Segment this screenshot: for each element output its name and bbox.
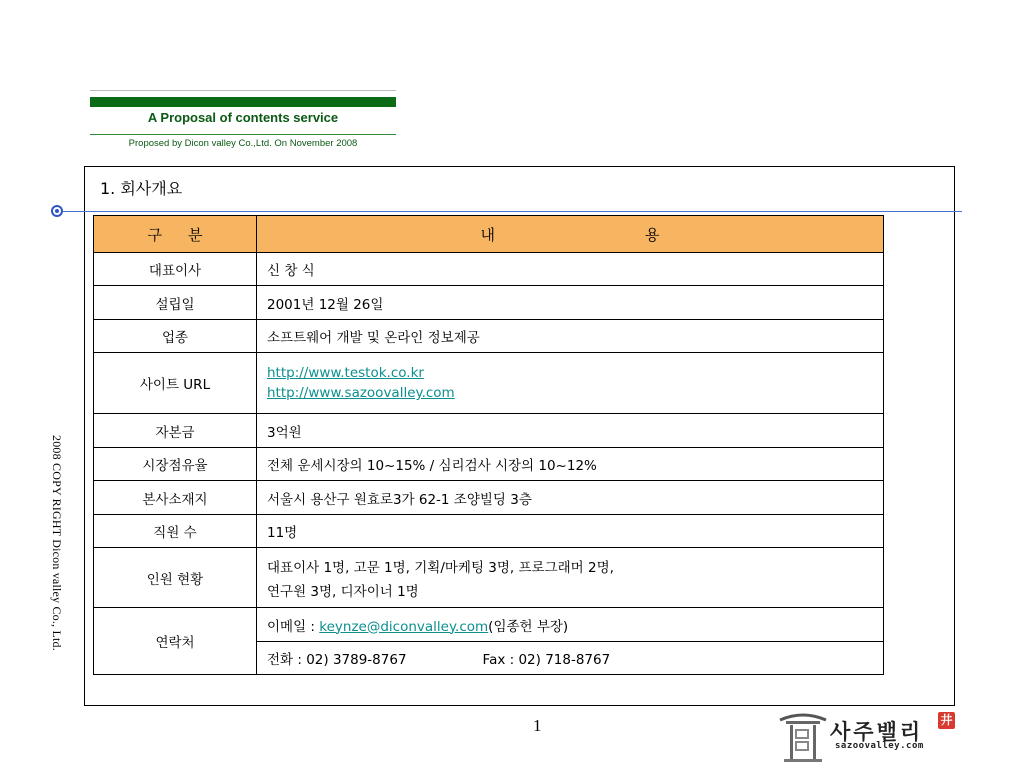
header-top-rule xyxy=(90,90,396,91)
table-row xyxy=(94,253,884,286)
accent-dot-icon xyxy=(51,205,63,217)
row-label-address: 본사소재지 xyxy=(94,481,257,515)
table-row xyxy=(94,515,884,548)
phone-number: 전화 : 02) 3789-8767 xyxy=(267,652,407,668)
pavilion-logo-icon xyxy=(778,708,828,764)
row-value-phone-fax xyxy=(257,642,884,675)
row-label-capital: 자본금 xyxy=(94,414,257,448)
table-row xyxy=(94,448,884,481)
table-row xyxy=(94,320,884,353)
staff-line-1: 대표이사 1명, 고문 1명, 기획/마케팅 3명, 프로그래머 2명, xyxy=(267,559,614,576)
header-divider xyxy=(90,134,396,135)
row-label-contact: 연락처 xyxy=(94,608,257,675)
row-value-employees: 11명 xyxy=(257,515,884,548)
copyright-side-text: 2008 COPY RIGHT Dicon valley Co., Ltd. xyxy=(50,435,64,651)
row-value-ceo: 신 창 식 xyxy=(257,253,884,286)
section-title: 1. 회사개요 xyxy=(100,179,183,198)
row-label-business: 업종 xyxy=(94,320,257,353)
table-row xyxy=(94,353,884,414)
row-value-market: 전체 운세시장의 10~15% / 심리검사 시장의 10~12% xyxy=(257,448,884,481)
row-label-employees: 직원 수 xyxy=(94,515,257,548)
row-value-email xyxy=(257,608,884,642)
email-prefix: 이메일 : xyxy=(267,618,320,635)
row-value-staff xyxy=(257,548,884,608)
site-url-link-1[interactable]: http://www.testok.co.kr xyxy=(267,365,424,381)
company-info-table xyxy=(93,215,884,675)
email-suffix: (임종헌 부장) xyxy=(488,618,569,635)
email-link[interactable]: keynze@diconvalley.com xyxy=(319,618,489,635)
table-row xyxy=(94,414,884,448)
table-row xyxy=(94,548,884,608)
staff-line-2: 연구원 3명, 디자이너 1명 xyxy=(267,583,419,600)
row-label-market: 시장점유율 xyxy=(94,448,257,481)
row-label-ceo: 대표이사 xyxy=(94,253,257,286)
header-subtitle: Proposed by Dicon valley Co.,Ltd. On November 2008 xyxy=(128,138,358,149)
site-url-link-2[interactable]: http://www.sazoovalley.com xyxy=(267,385,455,401)
fax-number: Fax : 02) 718-8767 xyxy=(482,652,611,668)
table-header-row xyxy=(94,216,884,253)
row-value-address: 서울시 용산구 원효로3가 62-1 조양빌딩 3층 xyxy=(257,481,884,515)
row-value-capital: 3억원 xyxy=(257,414,884,448)
row-label-founded: 설립일 xyxy=(94,286,257,320)
row-value-founded: 2001년 12월 26일 xyxy=(257,286,884,320)
table-row xyxy=(94,286,884,320)
table-row xyxy=(94,608,884,642)
logo-url: sazoovalley.com xyxy=(835,741,924,751)
logo-badge-icon: 井 xyxy=(938,712,955,729)
logo-text: 사주밸리 xyxy=(830,720,924,744)
accent-line xyxy=(62,211,962,212)
header-green-bar xyxy=(90,97,396,107)
row-value-site xyxy=(257,353,884,414)
header-col-content: 내용 xyxy=(257,216,884,253)
row-label-site: 사이트 URL xyxy=(94,353,257,414)
row-label-staff: 인원 현황 xyxy=(94,548,257,608)
header-title: A Proposal of contents service xyxy=(147,110,339,125)
header-col-category: 구분 xyxy=(94,216,257,253)
page-number: 1 xyxy=(533,716,542,735)
row-value-business: 소프트웨어 개발 및 온라인 정보제공 xyxy=(257,320,884,353)
table-row xyxy=(94,481,884,515)
